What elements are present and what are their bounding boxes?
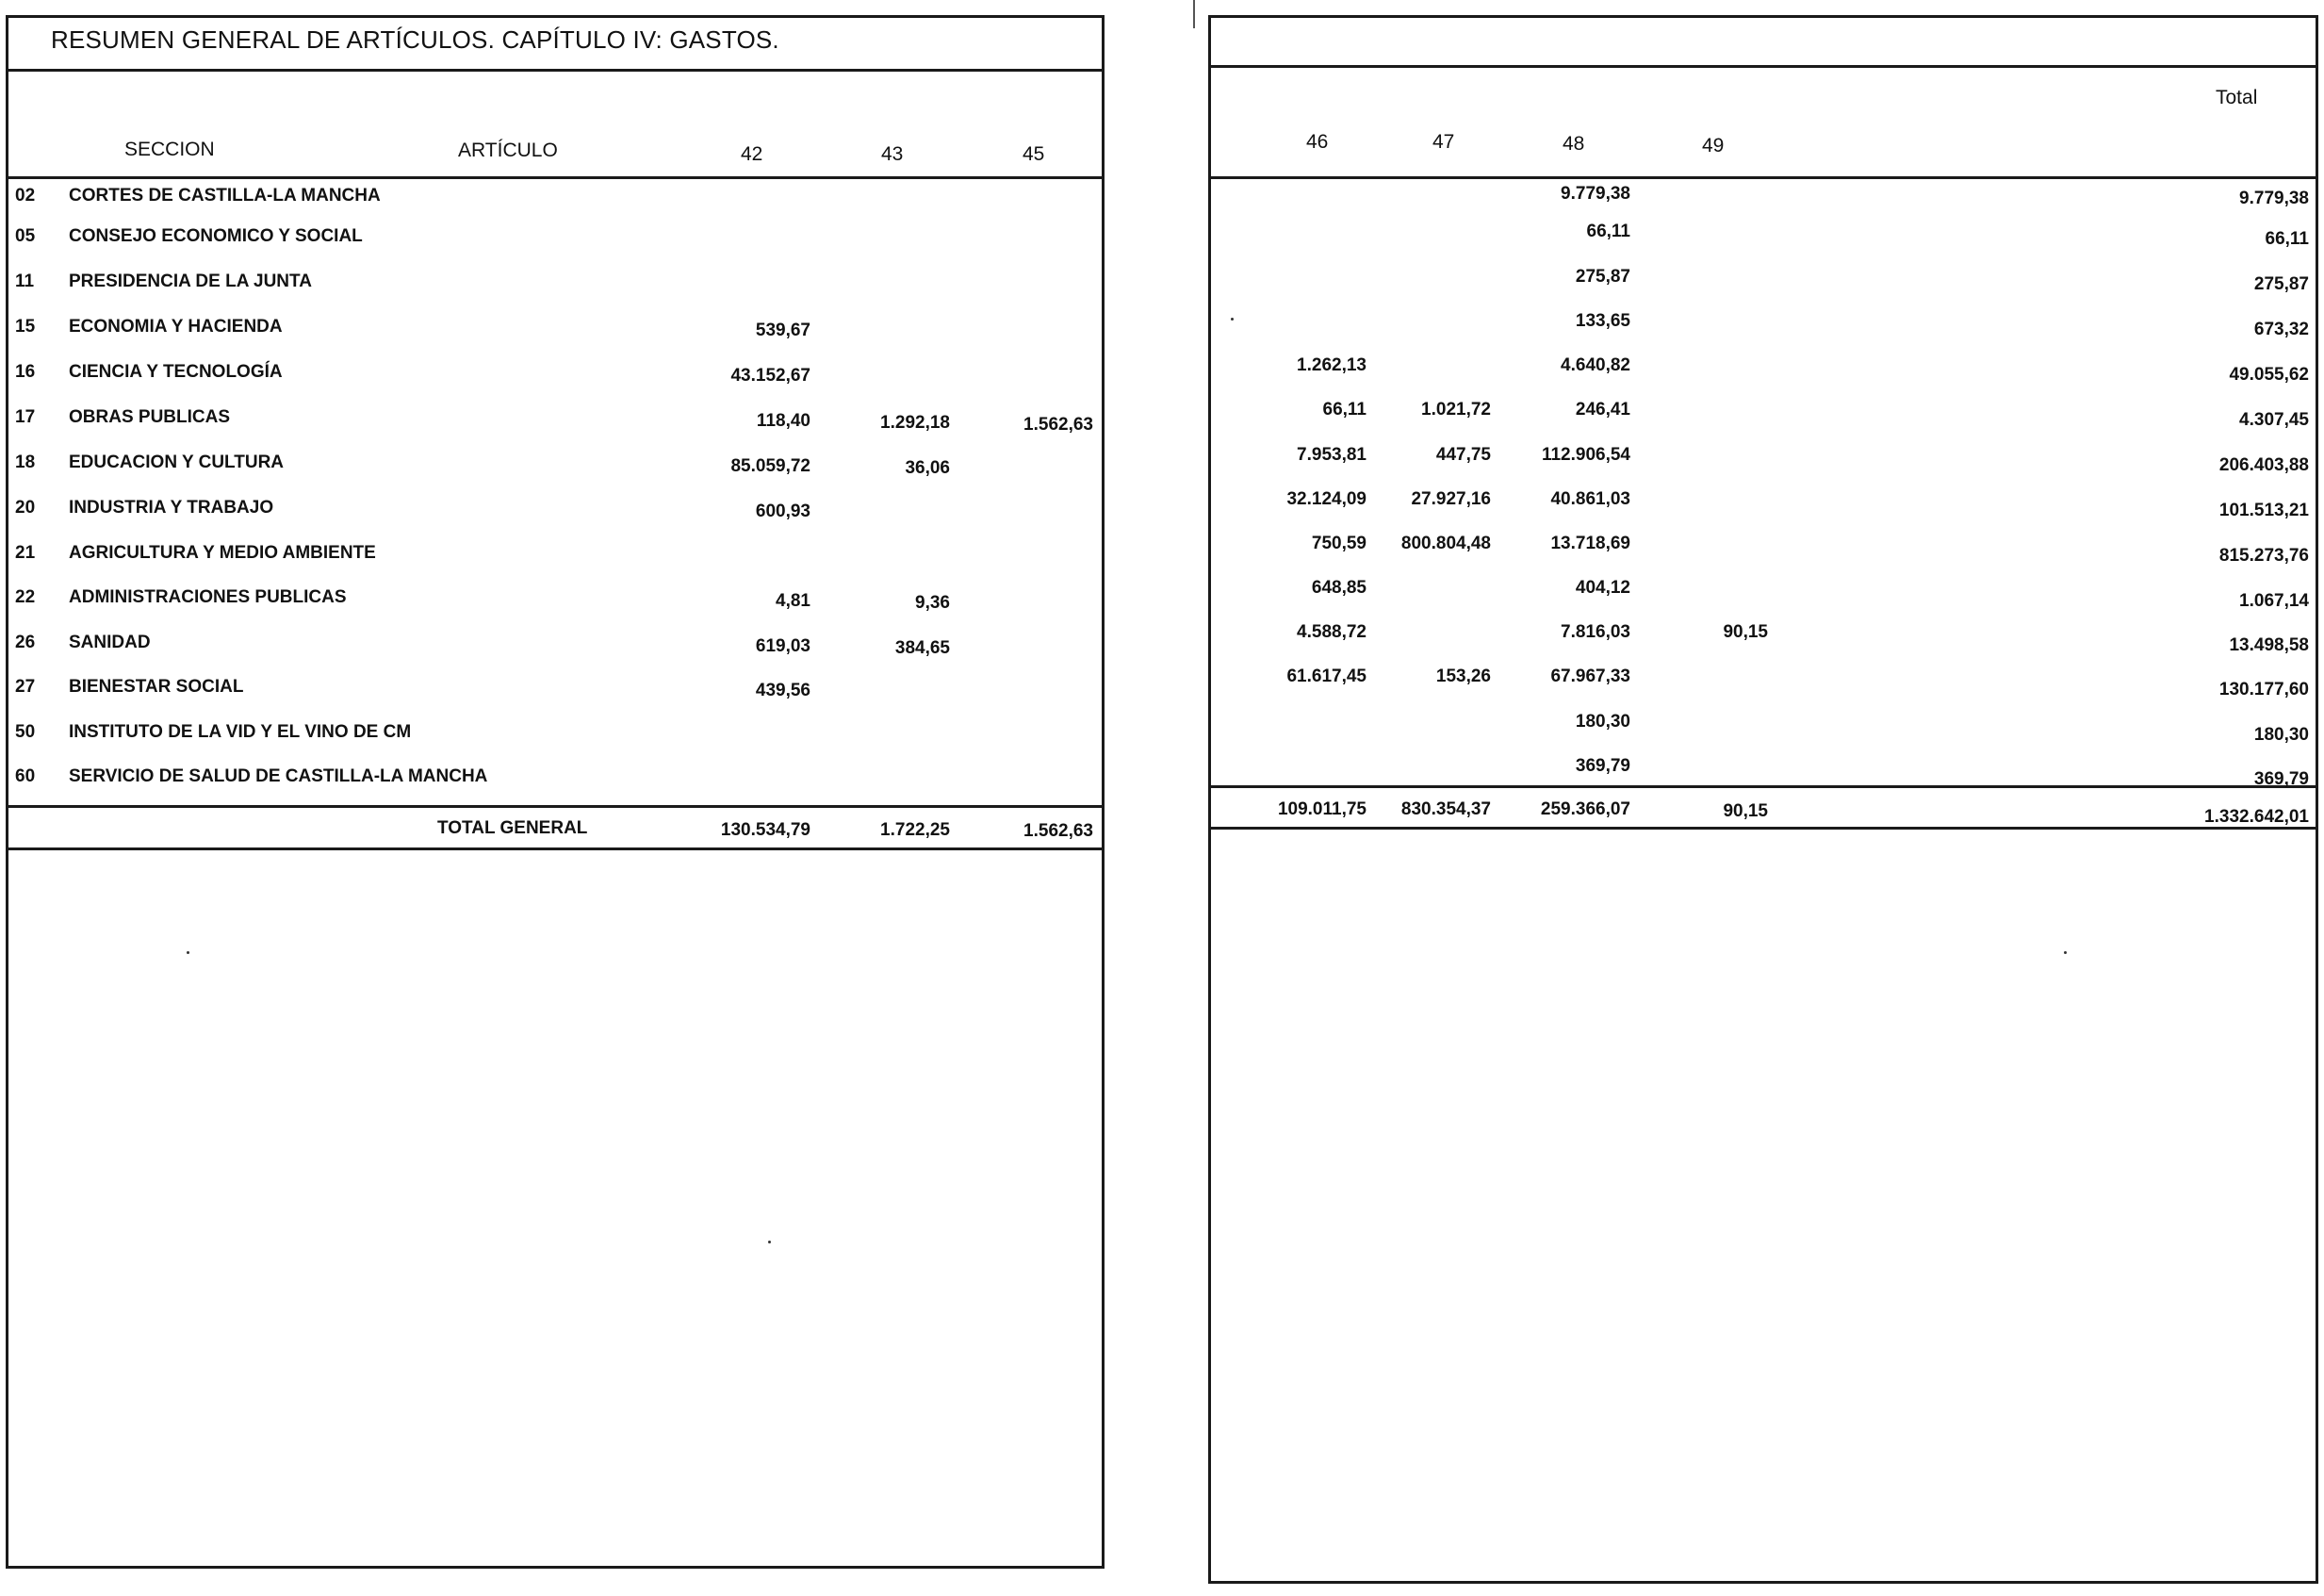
row-value-c46: 32.124,09 <box>1286 489 1367 509</box>
right-total-divider-bottom <box>1211 827 2316 830</box>
row-value-total: 9.779,38 <box>2239 189 2309 208</box>
total-col-47: 830.354,37 <box>1400 799 1491 819</box>
row-code: 20 <box>15 498 36 518</box>
header-seccion: SECCION <box>124 139 215 160</box>
row-value-c46: 66,11 <box>1322 400 1367 420</box>
row-value-c46: 1.262,13 <box>1297 355 1367 375</box>
row-section-name: EDUCACION Y CULTURA <box>69 452 285 472</box>
row-value-total: 4.307,45 <box>2239 410 2309 430</box>
row-section-name: SANIDAD <box>69 633 151 652</box>
row-value-c42: 43.152,67 <box>730 366 810 386</box>
row-value-c48: 9.779,38 <box>1561 184 1630 204</box>
row-value-c43: 36,06 <box>905 458 950 478</box>
row-value-c42: 118,40 <box>756 411 810 431</box>
row-value-c48: 133,65 <box>1575 311 1630 331</box>
total-col-48: 259.366,07 <box>1540 799 1630 819</box>
right-total-divider-top <box>1211 785 2316 788</box>
total-grand: 1.332.642,01 <box>2204 807 2309 827</box>
row-code: 05 <box>15 226 36 246</box>
row-section-name: SERVICIO DE SALUD DE CASTILLA-LA MANCHA <box>69 766 488 786</box>
scan-speck <box>1231 318 1234 321</box>
row-code: 27 <box>15 677 36 697</box>
header-col-43: 43 <box>881 143 904 165</box>
left-page-panel <box>6 15 1105 1569</box>
row-value-c42: 85.059,72 <box>730 456 810 476</box>
row-value-c46: 61.617,45 <box>1286 666 1367 686</box>
total-divider-top <box>8 805 1102 808</box>
row-value-total: 101.513,21 <box>2218 501 2309 520</box>
row-value-c43: 384,65 <box>894 638 950 658</box>
row-value-c48: 369,79 <box>1575 756 1630 776</box>
row-section-name: ADMINISTRACIONES PUBLICAS <box>69 587 347 607</box>
row-value-c48: 112.906,54 <box>1541 445 1630 465</box>
header-divider <box>8 176 1102 179</box>
row-value-c48: 4.640,82 <box>1561 355 1630 375</box>
row-section-name: ECONOMIA Y HACIENDA <box>69 317 283 337</box>
row-value-total: 13.498,58 <box>2229 635 2309 655</box>
row-value-c42: 439,56 <box>755 681 810 700</box>
row-section-name: BIENESTAR SOCIAL <box>69 677 244 697</box>
row-code: 22 <box>15 587 36 607</box>
row-code: 50 <box>15 722 36 742</box>
header-articulo: ARTÍCULO <box>458 140 558 161</box>
row-value-total: 180,30 <box>2253 725 2309 745</box>
row-code: 17 <box>15 407 36 427</box>
row-value-c47: 27.927,16 <box>1411 489 1491 509</box>
row-section-name: CORTES DE CASTILLA-LA MANCHA <box>69 186 381 206</box>
total-divider-bottom <box>8 847 1102 850</box>
row-value-c42: 539,67 <box>755 321 810 340</box>
header-col-49: 49 <box>1702 135 1725 156</box>
scan-speck <box>187 951 189 954</box>
total-general-label: TOTAL GENERAL <box>437 818 588 838</box>
right-title-divider <box>1211 65 2316 68</box>
header-total: Total <box>2216 87 2258 108</box>
row-section-name: CIENCIA Y TECNOLOGÍA <box>69 362 283 382</box>
row-value-c48: 275,87 <box>1575 267 1630 287</box>
row-value-total: 1.067,14 <box>2239 591 2309 611</box>
row-value-total: 369,79 <box>2253 769 2309 789</box>
page-fold-mark <box>1193 0 1195 28</box>
row-value-c43: 1.292,18 <box>880 413 950 433</box>
row-section-name: INDUSTRIA Y TRABAJO <box>69 498 274 518</box>
header-col-47: 47 <box>1432 131 1455 153</box>
row-value-c45: 1.562,63 <box>1023 415 1093 435</box>
row-code: 15 <box>15 317 36 337</box>
row-code: 02 <box>15 186 36 206</box>
row-value-total: 815.273,76 <box>2218 546 2309 566</box>
total-col-42: 130.534,79 <box>720 820 810 840</box>
total-col-49: 90,15 <box>1723 801 1768 821</box>
row-code: 18 <box>15 452 36 472</box>
row-value-c47: 153,26 <box>1435 666 1491 686</box>
scan-speck <box>2064 951 2067 954</box>
row-value-total: 66,11 <box>2265 229 2309 249</box>
header-col-42: 42 <box>741 143 763 165</box>
row-code: 11 <box>15 271 35 291</box>
row-value-c48: 66,11 <box>1586 222 1630 241</box>
title-divider <box>8 69 1102 72</box>
row-section-name: CONSEJO ECONOMICO Y SOCIAL <box>69 226 363 246</box>
row-value-total: 49.055,62 <box>2229 365 2309 385</box>
row-section-name: PRESIDENCIA DE LA JUNTA <box>69 271 312 291</box>
row-code: 26 <box>15 633 36 652</box>
total-col-46: 109.011,75 <box>1277 799 1367 819</box>
row-value-c47: 1.021,72 <box>1421 400 1491 420</box>
row-value-c46: 7.953,81 <box>1297 445 1367 465</box>
scan-speck <box>768 1241 771 1243</box>
total-col-45: 1.562,63 <box>1023 821 1093 841</box>
row-value-c46: 750,59 <box>1311 534 1367 553</box>
row-value-c46: 648,85 <box>1311 578 1367 598</box>
row-code: 16 <box>15 362 36 382</box>
row-value-c48: 13.718,69 <box>1550 534 1630 553</box>
row-value-c49: 90,15 <box>1723 622 1768 642</box>
row-value-c47: 447,75 <box>1435 445 1491 465</box>
row-value-c42: 4,81 <box>776 591 810 611</box>
row-section-name: OBRAS PUBLICAS <box>69 407 231 427</box>
row-code: 21 <box>15 543 36 563</box>
row-code: 60 <box>15 766 36 786</box>
right-header-divider <box>1211 176 2316 179</box>
row-value-c43: 9,36 <box>915 593 950 613</box>
page-title: RESUMEN GENERAL DE ARTÍCULOS. CAPÍTULO IV: GASTOS. <box>51 25 779 54</box>
row-value-c42: 619,03 <box>755 636 810 656</box>
row-value-total: 130.177,60 <box>2218 680 2309 699</box>
row-value-total: 673,32 <box>2253 320 2309 339</box>
row-value-c48: 180,30 <box>1575 712 1630 732</box>
total-col-43: 1.722,25 <box>880 820 950 840</box>
row-value-c48: 404,12 <box>1575 578 1630 598</box>
row-value-total: 275,87 <box>2253 274 2309 294</box>
row-value-c48: 7.816,03 <box>1561 622 1630 642</box>
header-col-46: 46 <box>1306 131 1329 153</box>
header-col-48: 48 <box>1563 133 1585 155</box>
row-value-c48: 67.967,33 <box>1550 666 1630 686</box>
row-section-name: AGRICULTURA Y MEDIO AMBIENTE <box>69 543 376 563</box>
row-value-c42: 600,93 <box>755 502 810 521</box>
row-value-c46: 4.588,72 <box>1297 622 1367 642</box>
header-col-45: 45 <box>1023 143 1045 165</box>
row-value-c48: 40.861,03 <box>1550 489 1630 509</box>
row-value-c47: 800.804,48 <box>1400 534 1491 553</box>
row-value-total: 206.403,88 <box>2218 455 2309 475</box>
row-value-c48: 246,41 <box>1575 400 1630 420</box>
row-section-name: INSTITUTO DE LA VID Y EL VINO DE CM <box>69 722 412 742</box>
